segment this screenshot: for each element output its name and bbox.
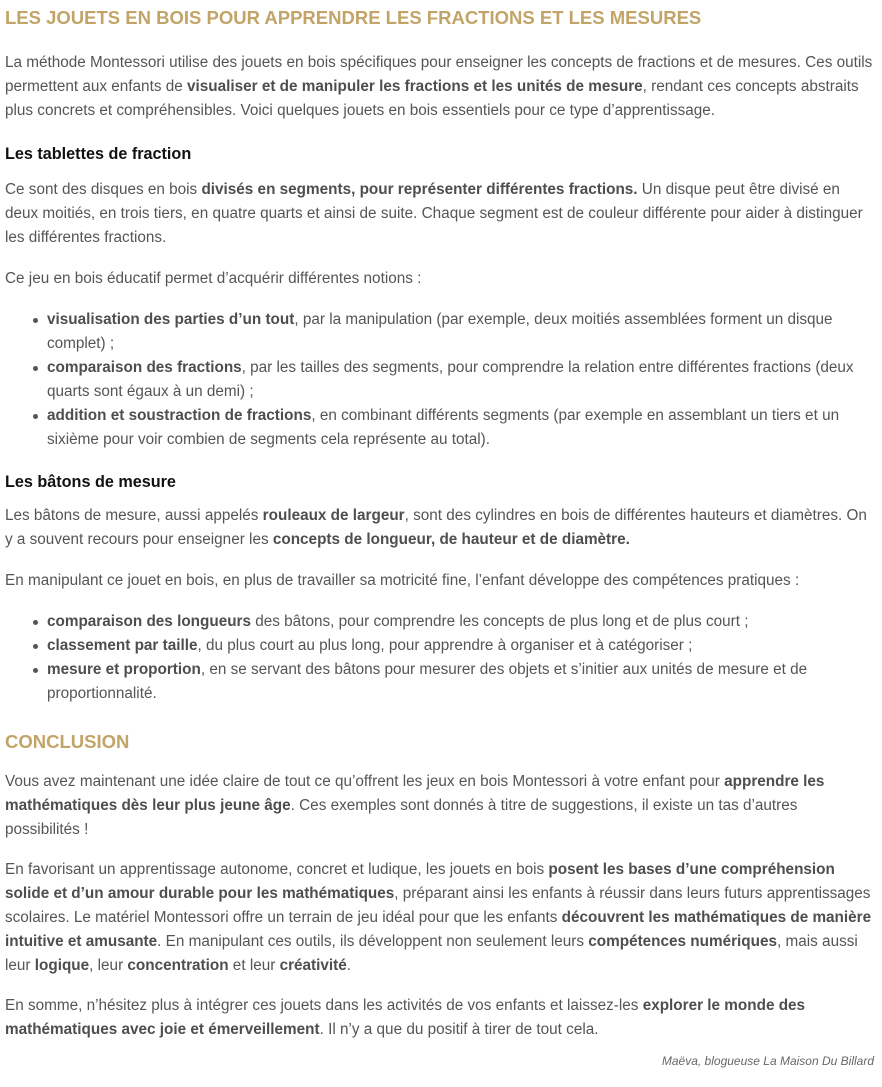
article-body: [0, 6, 882, 1042]
conclusion-p2-bold-5: concentration: [127, 957, 229, 974]
batons-bold-1: rouleaux de largeur: [262, 507, 405, 524]
batons-paragraph-2: En manipulant ce jouet en bois, en plus de travailler sa motricité fine, l’enfant développe des compétences pratiques :: [5, 572, 800, 589]
conclusion-p2-text-3: . En manipulant ces outils, ils développent non seulement leurs: [157, 933, 589, 950]
batons-list: [5, 610, 876, 706]
list-item-bold: visualisation des parties d’un tout: [47, 311, 295, 328]
list-item: [47, 356, 876, 404]
conclusion-p3-text-1: En somme, n’hésitez plus à intégrer ces jouets dans les activités de vos enfants et laissez-les: [5, 997, 643, 1014]
tablettes-list: [5, 308, 876, 452]
list-item-text: des bâtons, pour comprendre les concepts de plus long et de plus court ;: [251, 613, 749, 630]
tablettes-paragraph-1: [5, 178, 876, 250]
conclusion-paragraph-3: [5, 994, 876, 1042]
batons-paragraph-1: [5, 504, 876, 552]
conclusion-paragraph-1: [5, 770, 876, 842]
list-item-text: , par les tailles des segments, pour comprendre la relation entre différentes fractions (deux quarts sont égaux à un demi) ;: [47, 359, 854, 400]
intro-text-2: , rendant ces concepts abstraits plus concrets et compréhensibles. Voici quelques jouets en bois essentiels pour ce type d’apprentissage.: [5, 78, 859, 119]
conclusion-p1-text-2: . Ces exemples sont donnés à titre de suggestions, il existe un tas d’autres possibilités !: [5, 797, 798, 838]
list-item-text: , par la manipulation (par exemple, deux moitiés assemblées forment un disque complet) ;: [47, 311, 833, 352]
conclusion-p2-bold-2: découvrent les mathématiques de manière intuitive et amusante: [5, 909, 872, 950]
list-item-bold: mesure et proportion: [47, 661, 201, 678]
tablettes-text-2: Un disque peut être divisé en deux moitiés, en trois tiers, en quatre quarts et ainsi de suite. Chaque segment est de couleur différente pour aider à distinguer les différentes fractions.: [5, 181, 863, 246]
intro-text-1: La méthode Montessori utilise des jouets en bois spécifiques pour enseigner les concepts de fractions et de mesures. Ces outils permettent aux enfants de: [5, 54, 873, 95]
conclusion-p2-bold-6: créativité: [279, 957, 347, 974]
section-title-conclusion: CONCLUSION: [5, 731, 130, 752]
conclusion-p2-text-4: , mais aussi leur: [5, 933, 858, 974]
author-signature: Maëva, blogueuse La Maison Du Billard: [661, 1054, 874, 1068]
list-item-bold: addition et soustraction de fractions: [47, 407, 312, 424]
subtitle-tablettes: Les tablettes de fraction: [5, 145, 192, 163]
tablettes-text-1: Ce sont des disques en bois: [5, 181, 202, 198]
list-item: [47, 658, 876, 706]
intro-paragraph: [5, 51, 876, 123]
section-title-fractions: LES JOUETS EN BOIS POUR APPRENDRE LES FRACTIONS ET LES MESURES: [5, 7, 702, 28]
list-item-bold: classement par taille: [47, 637, 198, 654]
list-item-bold: comparaison des longueurs: [47, 613, 252, 630]
list-item: [47, 308, 876, 356]
subtitle-batons: Les bâtons de mesure: [5, 473, 176, 491]
list-item-text: , en combinant différents segments (par exemple en assemblant un tiers et un sixième pour voir combien de segments cela représente au total).: [47, 407, 840, 448]
conclusion-p2-text-2: , préparant ainsi les enfants à réussir dans leurs futurs apprentissages scolaires. Le matériel Montessori offre un terrain de jeu idéal pour que les enfants: [5, 885, 871, 926]
conclusion-p2-bold-4: logique: [34, 957, 90, 974]
conclusion-p2-text-7: .: [346, 957, 352, 974]
list-item: [47, 634, 876, 658]
intro-bold-1: visualiser et de manipuler les fractions et les unités de mesure: [186, 78, 643, 95]
tablettes-paragraph-2: Ce jeu en bois éducatif permet d’acquérir différentes notions :: [5, 270, 422, 287]
conclusion-p2-text-1: En favorisant un apprentissage autonome, concret et ludique, les jouets en bois: [5, 861, 549, 878]
list-item: [47, 610, 876, 634]
conclusion-p2-text-6: et leur: [228, 957, 280, 974]
batons-bold-2: concepts de longueur, de hauteur et de diamètre.: [272, 531, 630, 548]
conclusion-p1-bold-1: apprendre les mathématiques dès leur plus jeune âge: [5, 773, 825, 814]
tablettes-bold-1: divisés en segments, pour représenter différentes fractions.: [201, 181, 638, 198]
conclusion-p3-bold-1: explorer le monde des mathématiques avec joie et émerveillement: [5, 997, 806, 1038]
conclusion-paragraph-2: [5, 858, 876, 978]
list-item-bold: comparaison des fractions: [47, 359, 242, 376]
conclusion-p2-bold-3: compétences numériques: [588, 933, 778, 950]
conclusion-p2-text-5: , leur: [89, 957, 128, 974]
list-item-text: , en se servant des bâtons pour mesurer des objets et s’initier aux unités de mesure et de proportionnalité.: [47, 661, 808, 702]
batons-text-2: , sont des cylindres en bois de différentes hauteurs et diamètres. On y a souvent recours pour enseigner les: [5, 507, 867, 548]
list-item-text: , du plus court au plus long, pour apprendre à organiser et à catégoriser ;: [197, 637, 693, 654]
conclusion-p2-bold-1: posent les bases d’une compréhension solide et d’un amour durable pour les mathématiques: [5, 861, 835, 902]
batons-text-1: Les bâtons de mesure, aussi appelés: [5, 507, 263, 524]
conclusion-p3-text-2: . Il n’y a que du positif à tirer de tout cela.: [319, 1021, 599, 1038]
conclusion-p1-text-1: Vous avez maintenant une idée claire de tout ce qu’offrent les jeux en bois Montessori à votre enfant pour: [5, 773, 725, 790]
list-item: [47, 404, 876, 452]
